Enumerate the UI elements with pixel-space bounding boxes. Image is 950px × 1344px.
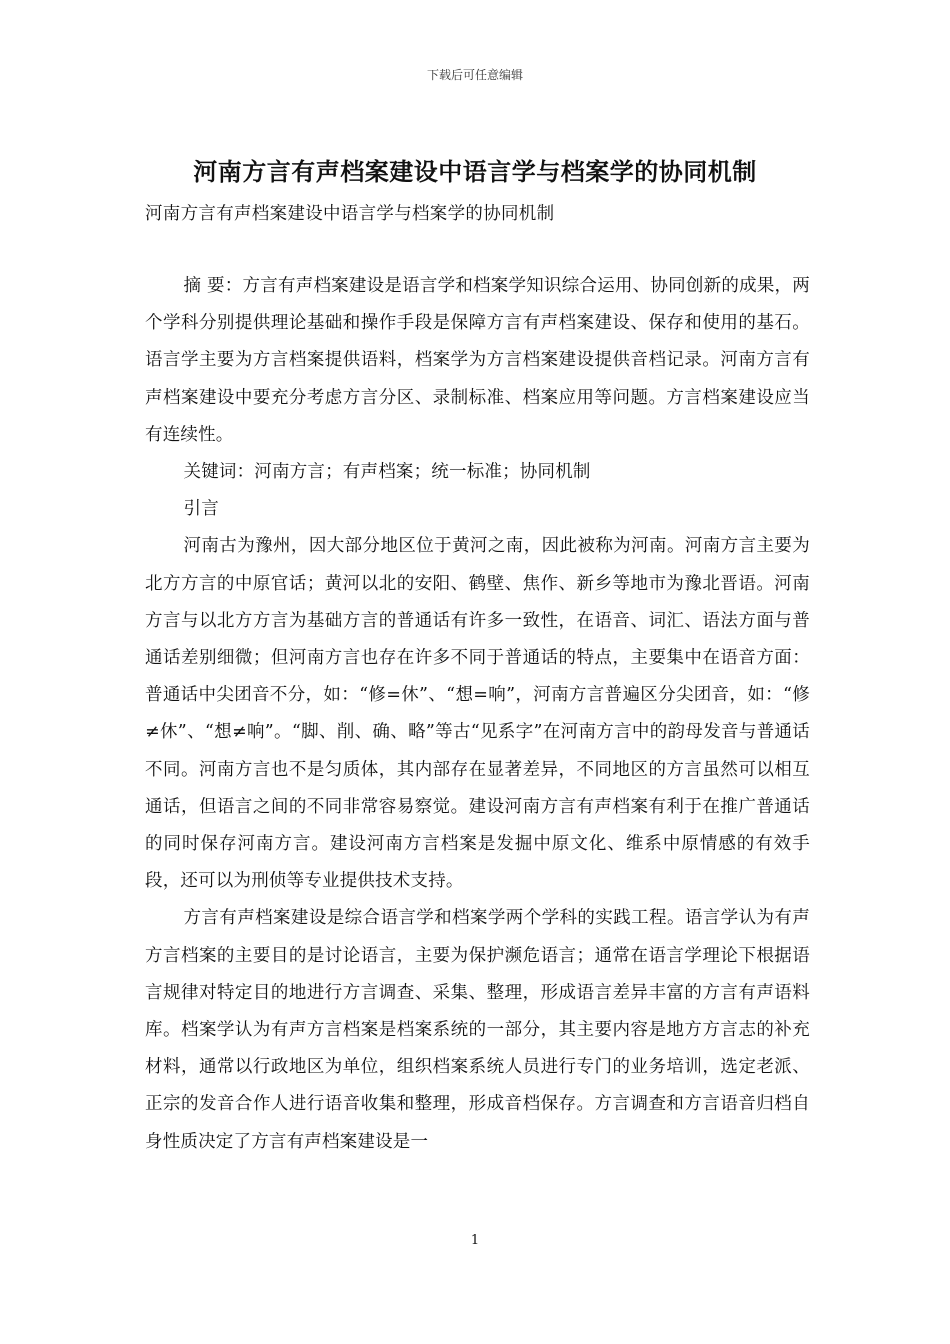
document-body (145, 268, 810, 1161)
section-heading-introduction: 引言 (183, 499, 219, 520)
document-title: 河南方言有声档案建设中语言学与档案学的协同机制 (193, 157, 757, 186)
body-paragraph: 河南古为豫州，因大部分地区位于黄河之南，因此被称为河南。河南方言主要为北方方言的中原官话；黄河以北的安阳、鹤壁、焦作、新乡等地市为豫北晋语。河南方言与以北方方言为基础方言的普通话有许多一致性，在语音、词汇、语法方面与普通话差别细微；但河南方言也存在许多不同于普通话的特点，主要集中在语音方面：普通话中尖团音不分，如：“修=休”、“想=响”，河南方言普遍区分尖团音，如：“修≠休”、“想≠响”。“脚、削、确、略”等古“见系字”在河南方言中的韵母发音与普通话不同。河南方言也不是匀质体，其内部存在显著差异，不同地区的方言虽然可以相互通话，但语言之间的不同非常容易察觉。建设河南方言有声档案有利于在推广普通话的同时保存河南方言。建设河南方言档案是发掘中原文化、维系中原情感的有效手段，还可以为刑侦等专业提供技术支持。 (145, 536, 810, 892)
header-note: 下载后可任意编辑 (426, 68, 523, 82)
body-paragraph: 方言有声档案建设是综合语言学和档案学两个学科的实践工程。语言学认为有声方言档案的主要目的是讨论语言，主要为保护濒危语言；通常在语言学理论下根据语言规律对特定目的地进行方言调查、采集、整理，形成语言差异丰富的方言有声语料库。档案学认为有声方言档案是档案系统的一部分，其主要内容是地方方言志的补充材料，通常以行政地区为单位，组织档案系统人员进行专门的业务培训，选定老派、正宗的发音合作人进行语音收集和整理，形成音档保存。方言调查和方言语音归档自身性质决定了方言有声档案建设是一 (145, 908, 810, 1152)
abstract-paragraph: 摘 要：方言有声档案建设是语言学和档案学知识综合运用、协同创新的成果，两个学科分别提供理论基础和操作手段是保障方言有声档案建设、保存和使用的基石。语言学主要为方言档案提供语料，档案学为方言档案建设提供音档记录。河南方言有声档案建设中要充分考虑方言分区、录制标准、档案应用等问题。方言档案建设应当有连续性。 (145, 276, 810, 445)
page-number: 1 (470, 1233, 480, 1248)
document-subtitle: 河南方言有声档案建设中语言学与档案学的协同机制 (145, 204, 555, 224)
keywords-paragraph: 关键词：河南方言；有声档案；统一标准；协同机制 (183, 462, 591, 483)
